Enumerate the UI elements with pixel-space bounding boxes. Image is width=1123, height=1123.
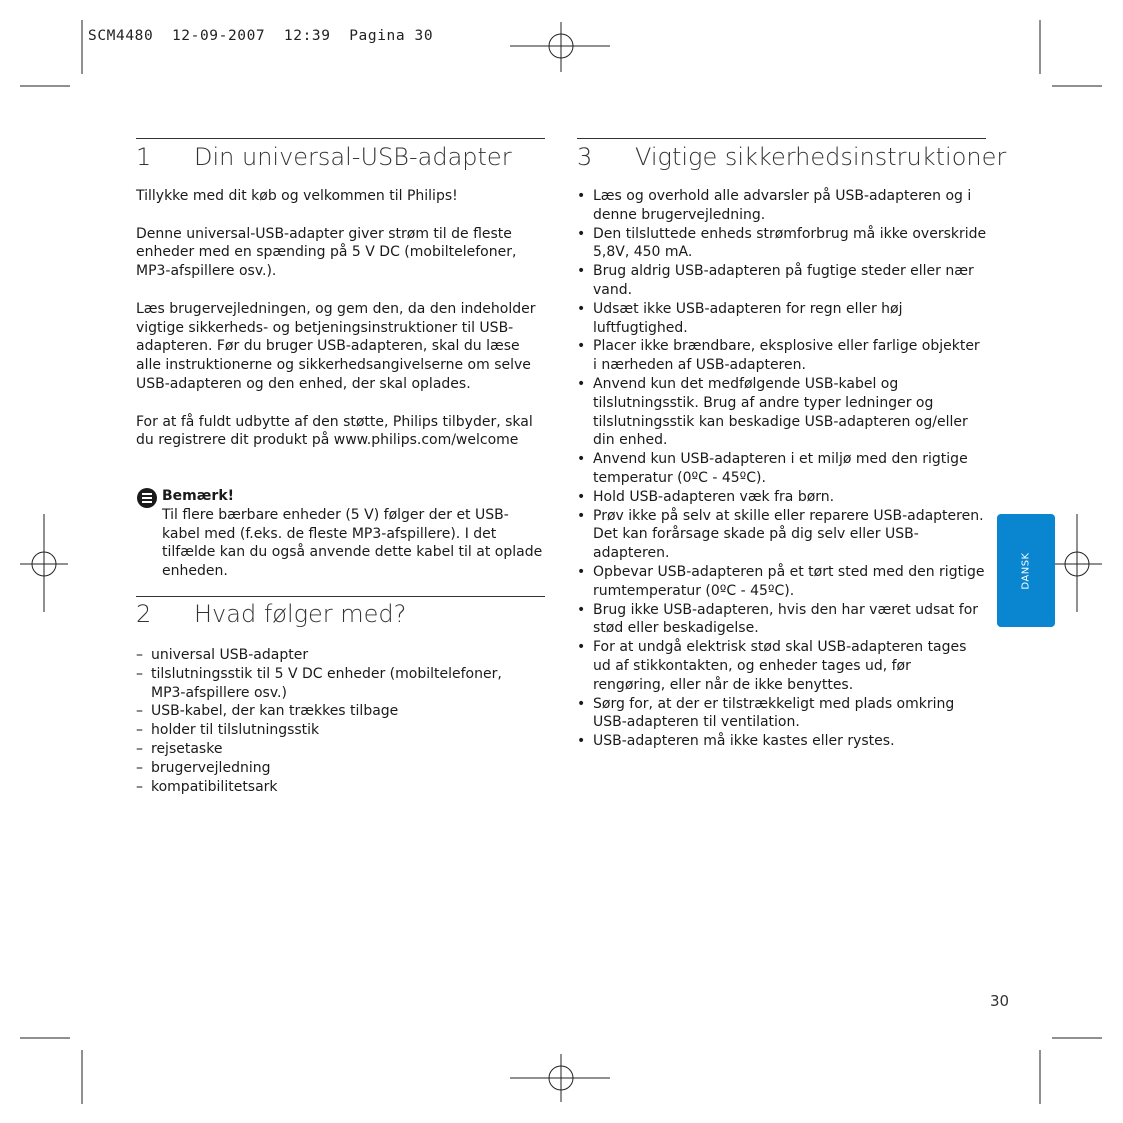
- print-slug: SCM4480 12-09-2007 12:39 Pagina 30: [88, 28, 434, 44]
- note-block: [162, 487, 546, 581]
- safety-list: [577, 187, 987, 751]
- list-item: • Anvend kun USB-adapteren i et miljø med den rigtige temperatur (0ºC - 45ºC).: [577, 450, 987, 488]
- list-item: – holder til tilslutningsstik: [136, 721, 511, 740]
- register-paragraph: For at få fuldt udbytte af den støtte, Philips tilbyder, skal du registrere dit produkt på www.philips.com/welcome: [136, 413, 533, 449]
- note-title: Bemærk!: [162, 488, 235, 504]
- list-item: • Anvend kun det medfølgende USB-kabel og tilslutningsstik. Brug af andre typer ledninger og tilslutningsstik kan beskadige USB-adapteren og/eller din enhed.: [577, 375, 987, 450]
- list-item: – universal USB-adapter: [136, 646, 511, 665]
- list-item: • Sørg for, at der er tilstrækkeligt med plads omkring USB-adapteren til ventilation.: [577, 695, 987, 733]
- section-2-heading: [136, 599, 406, 629]
- contents-list: [136, 646, 511, 796]
- language-tab: [997, 514, 1055, 627]
- section-3-number: 3: [577, 143, 593, 171]
- list-item: • Brug ikke USB-adapteren, hvis den har været udsat for stød eller beskadigelse.: [577, 601, 987, 639]
- list-item: • Læs og overhold alle advarsler på USB-adapteren og i denne brugervejledning.: [577, 187, 987, 225]
- note-text: Til flere bærbare enheder (5 V) følger der et USB-kabel med (f.eks. de fleste MP3-afspillere). I det tilfælde kan du også anvende dette kabel til at oplade enheden.: [162, 506, 543, 580]
- intro-paragraph: Tillykke med dit køb og velkommen til Philips!: [136, 188, 458, 204]
- description-paragraph: Denne universal-USB-adapter giver strøm til de fleste enheder med en spænding på 5 V DC (mobiltelefoner, MP3-afspillere osv.).: [136, 225, 517, 280]
- list-item: • Brug aldrig USB-adapteren på fugtige steder eller nær vand.: [577, 262, 987, 300]
- section-3-rule: [577, 138, 986, 139]
- list-item: – tilslutningsstik til 5 V DC enheder (mobiltelefoner, MP3-afspillere osv.): [136, 665, 511, 703]
- list-item: • Opbevar USB-adapteren på et tørt sted med den rigtige rumtemperatur (0ºC - 45ºC).: [577, 563, 987, 601]
- list-item: – kompatibilitetsark: [136, 778, 511, 797]
- list-item: • Udsæt ikke USB-adapteren for regn eller høj luftfugtighed.: [577, 300, 987, 338]
- section-1-title: Din universal-USB-adapter: [194, 143, 512, 171]
- note-icon: [137, 488, 157, 508]
- section-2-rule: [136, 596, 545, 597]
- section-1-heading: [136, 142, 512, 172]
- list-item: • Hold USB-adapteren væk fra børn.: [577, 488, 987, 507]
- list-item: • Den tilsluttede enheds strømforbrug må ikke overskride 5,8V, 450 mA.: [577, 225, 987, 263]
- section-2-title: Hvad følger med?: [194, 600, 407, 628]
- section-1-number: 1: [136, 143, 152, 171]
- list-item: • Prøv ikke på selv at skille eller reparere USB-adapteren. Det kan forårsage skade på dig selv eller USB-adapteren.: [577, 507, 987, 563]
- list-item: – USB-kabel, der kan trækkes tilbage: [136, 702, 511, 721]
- list-item: – brugervejledning: [136, 759, 511, 778]
- section-2-number: 2: [136, 600, 152, 628]
- list-item: • Placer ikke brændbare, eksplosive eller farlige objekter i nærheden af USB-adapteren.: [577, 337, 987, 375]
- list-item: • For at undgå elektrisk stød skal USB-adapteren tages ud af stikkontakten, og enheder tages ud, før rengøring, eller når de ikke benyttes.: [577, 638, 987, 694]
- instructions-paragraph: Læs brugervejledningen, og gem den, da den indeholder vigtige sikkerheds- og betjeningsinstruktioner til USB-adapteren. Før du bruger USB-adapteren, skal du læse alle instruktionerne og sikkerhedsangivelserne om selve USB-adapteren og den enhed, der skal oplades.: [136, 300, 536, 392]
- section-1-rule: [136, 138, 545, 139]
- list-item: • USB-adapteren må ikke kastes eller rystes.: [577, 732, 987, 751]
- section-1-body: [136, 187, 546, 469]
- page-number: 30: [990, 992, 1010, 1010]
- language-tab-label: DANSK: [1020, 551, 1032, 590]
- list-item: – rejsetaske: [136, 740, 511, 759]
- section-3-title: Vigtige sikkerhedsinstruktioner: [635, 143, 1007, 171]
- section-3-heading: [577, 142, 1006, 172]
